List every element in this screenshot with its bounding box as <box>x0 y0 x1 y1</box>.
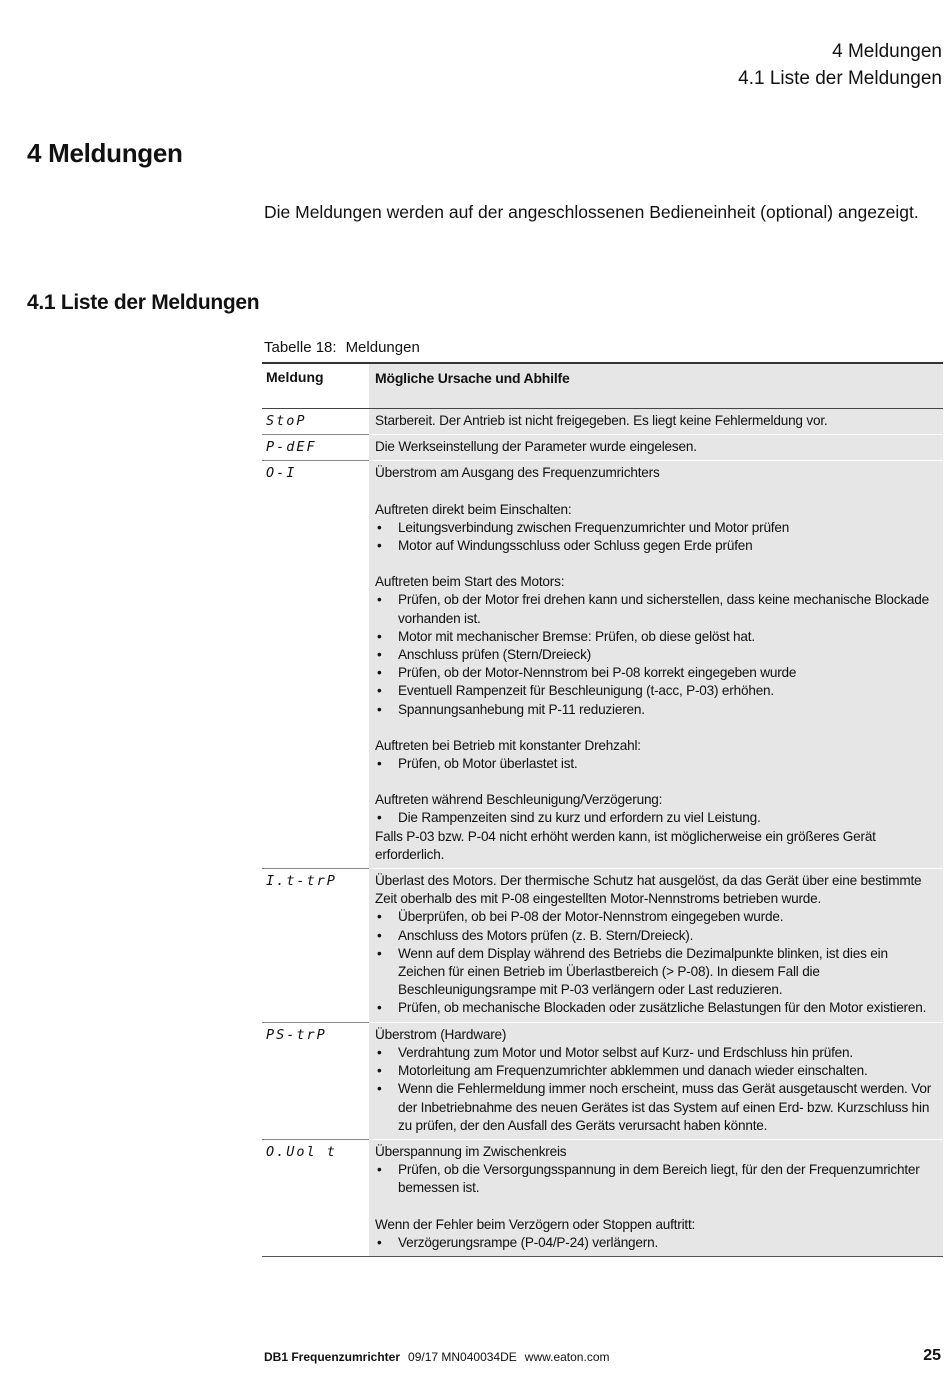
cause-text: Überlast des Motors. Der thermische Schutz hat ausgelöst, da das Gerät über eine bestimmte Zeit oberhalb des mit P-08 eingestellten Motor-Nennstroms betrieben wurde. <box>375 873 922 907</box>
table-caption <box>264 339 420 356</box>
cause-text: Überstrom am Ausgang des Frequenzumrichters <box>375 465 660 481</box>
table-row <box>262 409 943 434</box>
bullet-item: • Verdrahtung zum Motor und Motor selbst auf Kurz- und Erdschluss hin prüfen. <box>375 1044 937 1062</box>
running-header <box>738 38 942 92</box>
message-code-cell <box>262 1022 369 1139</box>
bullet-item: • Anschluss prüfen (Stern/Dreieck) <box>375 646 937 664</box>
bullet-item: • Prüfen, ob mechanische Blockaden oder zusätzliche Belastungen für den Motor existieren. <box>375 999 937 1017</box>
spacer <box>375 719 937 737</box>
bullet-item: • Prüfen, ob Motor überlastet ist. <box>375 755 937 773</box>
table-row <box>262 868 943 1022</box>
message-code: O-I <box>266 465 297 482</box>
chapter-title: 4 Meldungen <box>27 138 183 168</box>
cause-text: Auftreten beim Start des Motors: <box>375 574 565 590</box>
bullet-item: • Wenn auf dem Display während des Betriebs die Dezimalpunkte blinken, ist dies ein Zeichen für einen Betrieb im Überlastbereich (> P-08). In diesem Fall die Beschleunigungsrampe mit P-03 verlängern oder Last reduzieren. <box>375 945 937 1000</box>
bullet-item: • Motor mit mechanischer Bremse: Prüfen, ob diese gelöst hat. <box>375 628 937 646</box>
cause-text: Auftreten direkt beim Einschalten: <box>375 501 572 517</box>
footer-product: DB1 Frequenzumrichter <box>264 1350 401 1364</box>
message-code-cell <box>262 434 369 460</box>
footer-url: www.eaton.com <box>524 1350 610 1364</box>
cause-remedy-cell <box>369 434 943 460</box>
bullet-item: • Motor auf Windungsschluss oder Schluss gegen Erde prüfen <box>375 537 937 555</box>
table-row <box>262 460 943 868</box>
column-header-message: Meldung <box>266 369 324 385</box>
bullet-item: • Die Rampenzeiten sind zu kurz und erfordern zu viel Leistung. <box>375 809 937 827</box>
table-row <box>262 1022 943 1139</box>
running-header-section: 4.1 Liste der Meldungen <box>738 68 942 89</box>
message-code-cell <box>262 460 369 868</box>
table-caption-text: Meldungen <box>345 339 420 356</box>
messages-table <box>262 362 943 1257</box>
bullet-item: • Prüfen, ob der Motor-Nennstrom bei P-08 korrekt eingegeben wurde <box>375 664 937 682</box>
cause-text: Überstrom (Hardware) <box>375 1026 507 1042</box>
table-header-row <box>262 364 943 409</box>
bullet-item: • Prüfen, ob die Versorgungsspannung in dem Bereich liegt, für den der Frequenzumrichter bemessen ist. <box>375 1161 937 1197</box>
spacer <box>375 555 937 573</box>
cause-remedy-cell <box>369 1022 943 1139</box>
running-header-chapter: 4 Meldungen <box>832 41 942 62</box>
bullet-item: • Verzögerungsrampe (P-04/P-24) verlängern. <box>375 1234 937 1252</box>
spacer <box>375 483 937 501</box>
spacer <box>375 773 937 791</box>
intro-paragraph: Die Meldungen werden auf der angeschlossenen Bedieneinheit (optional) angezeigt. <box>264 202 919 222</box>
page-footer <box>264 1350 617 1364</box>
message-code: StoP <box>266 413 307 429</box>
message-code: O.Uol t <box>266 1143 337 1160</box>
table-row <box>262 1139 943 1256</box>
bullet-item: • Leitungsverbindung zwischen Frequenzumrichter und Motor prüfen <box>375 519 937 537</box>
cause-text: Auftreten während Beschleunigung/Verzögerung: <box>375 792 663 808</box>
cause-text: Die Werkseinstellung der Parameter wurde eingelesen. <box>375 439 697 455</box>
bullet-item: • Prüfen, ob der Motor frei drehen kann und sicherstellen, dass keine mechanische Blockade vorhanden ist. <box>375 591 937 627</box>
message-code: PS-trP <box>266 1026 327 1043</box>
spacer <box>375 1198 937 1216</box>
message-code-cell <box>262 1139 369 1256</box>
bullet-item: • Anschluss des Motors prüfen (z. B. Stern/Dreieck). <box>375 927 937 945</box>
cause-text: Starbereit. Der Antrieb ist nicht freigegeben. Es liegt keine Fehlermeldung vor. <box>375 413 828 428</box>
page-number: 25 <box>923 1347 941 1364</box>
cause-remedy-cell <box>369 1139 943 1256</box>
bullet-item: • Spannungsanhebung mit P-11 reduzieren. <box>375 701 937 719</box>
section-title: 4.1 Liste der Meldungen <box>27 291 260 314</box>
cause-text: Wenn der Fehler beim Verzögern oder Stoppen auftritt: <box>375 1216 696 1232</box>
bullet-item: • Eventuell Rampenzeit für Beschleunigung (t-acc, P-03) erhöhen. <box>375 682 937 700</box>
cause-text: Falls P-03 bzw. P-04 nicht erhöht werden kann, ist möglicherweise ein größeres Gerät erforderlich. <box>375 828 876 862</box>
column-header-cause: Mögliche Ursache und Abhilfe <box>369 364 943 408</box>
table-row <box>262 434 943 460</box>
cause-text: Auftreten bei Betrieb mit konstanter Drehzahl: <box>375 737 641 753</box>
cause-remedy-cell <box>369 460 943 868</box>
table-caption-number: Tabelle 18: <box>264 339 337 356</box>
message-code-cell <box>262 868 369 1022</box>
bullet-item: • Überprüfen, ob bei P-08 der Motor-Nennstrom eingegeben wurde. <box>375 908 937 926</box>
message-code: P-dEF <box>266 439 317 456</box>
cause-text: Überspannung im Zwischenkreis <box>375 1143 567 1159</box>
message-code-cell <box>262 409 369 434</box>
footer-doc-number: 09/17 MN040034DE <box>408 1350 517 1364</box>
cause-remedy-cell <box>369 409 943 434</box>
cause-remedy-cell <box>369 868 943 1022</box>
bullet-item: • Motorleitung am Frequenzumrichter abklemmen und danach wieder einschalten. <box>375 1062 937 1080</box>
message-code: I.t-trP <box>266 873 337 890</box>
bullet-item: • Wenn die Fehlermeldung immer noch erscheint, muss das Gerät ausgetauscht werden. Vor der Inbetriebnahme des neuen Gerätes ist das System auf einen Erd- bzw. Kurzschluss hin zu prüfen, der den Ausfall des Geräts verursacht haben könnte. <box>375 1080 937 1135</box>
